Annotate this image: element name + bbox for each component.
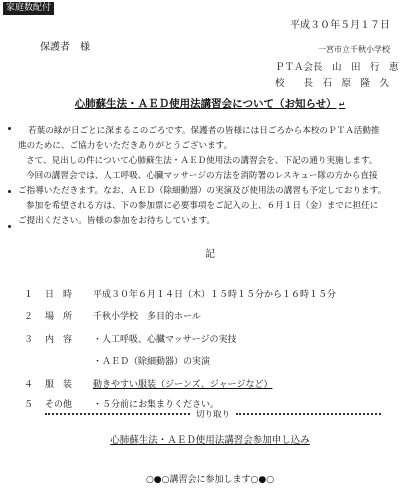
paragraph-marker <box>8 190 11 193</box>
detail-label-place: 場 所 <box>45 312 73 322</box>
detail-label-attire: 服 装 <box>45 380 73 390</box>
cut-line-dots <box>45 413 190 415</box>
paragraph-marker <box>8 127 11 130</box>
cut-line <box>45 408 381 420</box>
paragraph-marker <box>8 225 11 228</box>
detail-number: １ <box>24 290 34 300</box>
sender-school: 一宮市立千秋小学校 <box>318 45 390 54</box>
body-line: 若葉の緑が日ごとに深まるこのごろです。保護者の皆様には日ごろから本校のＰＴＡ活動推 <box>28 126 380 136</box>
detail-value-place: 千秋小学校 多目的ホール <box>93 312 201 322</box>
document-title <box>0 96 420 111</box>
document-title-text: 心肺蘇生法・ＡＥＤ使用法講習会について（お知らせ） <box>74 98 337 110</box>
detail-number: ３ <box>24 335 34 345</box>
detail-label-other: その他 <box>45 400 73 410</box>
return-mark: ↵ <box>338 100 346 109</box>
detail-number: ５ <box>24 400 34 410</box>
detail-value-attire: 動きやすい服装（ジーンズ、ジャージなど） <box>93 380 273 390</box>
body-line: さて、見出しの件について心肺蘇生法・ＡＥＤ使用法の講習会を、下記の通り実施します。 <box>26 156 378 166</box>
body-line: 進のために、ご協力をいただきありがとうございます。 <box>18 141 233 151</box>
sender-pta-chair: ＰＴＡ会長 山 田 行 恵 <box>275 62 399 73</box>
recipient-line: 保護者 様 <box>40 42 90 53</box>
detail-label-content: 内 容 <box>45 335 73 345</box>
detail-number: ４ <box>24 380 34 390</box>
body-line: 参加を希望される方は、下の参加票に必要事項をご記入の上、６月１日（金）までに担任に <box>26 201 379 211</box>
body-line: ご提出ください。皆様の参加をお待ちしています。 <box>18 216 215 226</box>
cut-line-label: 切り取り <box>196 410 231 420</box>
detail-value-datetime: 平成３０年６月１４日（木）１５時１５分から１６時１５分 <box>93 290 337 300</box>
ki-heading: 記 <box>205 249 215 260</box>
application-form-title: 心肺蘇生法・ＡＥＤ使用法講習会参加申し込み <box>110 435 310 446</box>
detail-number: ２ <box>24 312 34 322</box>
detail-value-content: ・人工呼吸、心臓マッサージの実技 <box>93 335 237 345</box>
detail-label-datetime: 日 時 <box>45 290 73 300</box>
detail-value-content-2: ・ＡＥＤ（除細動器）の実演 <box>93 357 211 367</box>
issue-date: 平成３０年５月１７日 <box>290 20 390 31</box>
detail-value-other: ・５分前にお集まりください。 <box>93 400 220 410</box>
participation-line: ○●○講習会に参加します○●○ <box>145 475 275 485</box>
body-line: ご指導いただきます。なお、ＡＥＤ（除細動器）の実演及び使用法の講習も予定しております。 <box>18 186 387 196</box>
sender-principal: 校 長 石 原 隆 久 <box>275 78 390 89</box>
body-line: 今回の講習会では、人工呼吸、心臓マッサージの方法を消防署のレスキュー隊の方から直接 <box>26 171 378 181</box>
distribution-badge: 家庭数配付 <box>3 2 54 15</box>
cut-line-dots <box>236 413 381 415</box>
